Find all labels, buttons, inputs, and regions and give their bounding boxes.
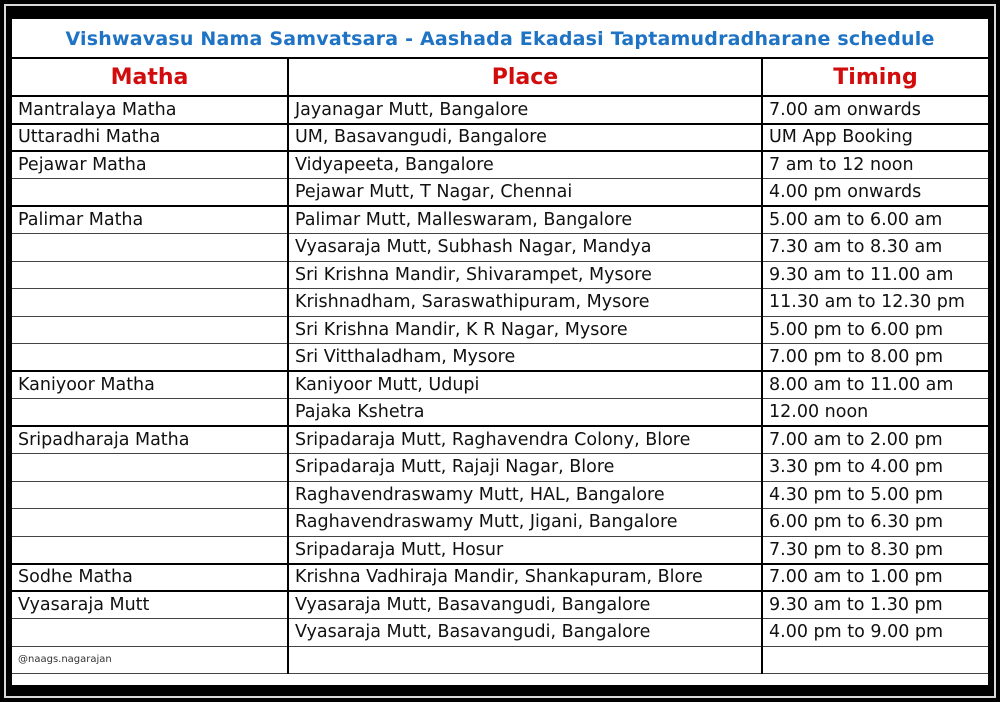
credit-text: @naags.nagarajan [12, 646, 288, 674]
table-row [12, 454, 988, 482]
matha-cell [12, 454, 288, 482]
matha-cell: Palimar Matha [12, 206, 288, 234]
place-cell: Vyasaraja Mutt, Basavangudi, Bangalore [288, 591, 762, 619]
matha-cell [12, 399, 288, 427]
table-row [12, 261, 988, 289]
timing-cell: 7.30 pm to 8.30 pm [762, 536, 988, 564]
table-row [12, 591, 988, 619]
timing-cell: 7.00 am onwards [762, 96, 988, 124]
schedule-table [12, 59, 988, 674]
credit-row [12, 646, 988, 674]
timing-cell: 7.00 am to 2.00 pm [762, 426, 988, 454]
place-cell: Vidyapeeta, Bangalore [288, 151, 762, 179]
matha-cell [12, 509, 288, 537]
matha-cell [12, 619, 288, 647]
place-cell: Sri Krishna Mandir, Shivarampet, Mysore [288, 261, 762, 289]
timing-cell: 4.00 pm onwards [762, 179, 988, 207]
header-matha: Matha [12, 59, 288, 96]
timing-cell: 7.00 pm to 8.00 pm [762, 344, 988, 372]
place-cell: UM, Basavangudi, Bangalore [288, 124, 762, 152]
table-row [12, 316, 988, 344]
matha-cell: Vyasaraja Mutt [12, 591, 288, 619]
place-cell: Raghavendraswamy Mutt, HAL, Bangalore [288, 481, 762, 509]
table-row [12, 509, 988, 537]
timing-cell: 7.30 am to 8.30 am [762, 234, 988, 262]
table-row [12, 289, 988, 317]
empty-cell [762, 646, 988, 674]
timing-cell: 5.00 pm to 6.00 pm [762, 316, 988, 344]
timing-cell: UM App Booking [762, 124, 988, 152]
table-row [12, 536, 988, 564]
place-cell: Pejawar Mutt, T Nagar, Chennai [288, 179, 762, 207]
matha-cell: Sodhe Matha [12, 564, 288, 592]
place-cell: Raghavendraswamy Mutt, Jigani, Bangalore [288, 509, 762, 537]
table-row [12, 371, 988, 399]
place-cell: Palimar Mutt, Malleswaram, Bangalore [288, 206, 762, 234]
place-cell: Pajaka Kshetra [288, 399, 762, 427]
timing-cell: 12.00 noon [762, 399, 988, 427]
matha-cell [12, 481, 288, 509]
schedule-sheet [10, 17, 990, 687]
place-cell: Sripadaraja Mutt, Rajaji Nagar, Blore [288, 454, 762, 482]
timing-cell: 9.30 am to 11.00 am [762, 261, 988, 289]
matha-cell: Sripadharaja Matha [12, 426, 288, 454]
matha-cell: Kaniyoor Matha [12, 371, 288, 399]
table-row [12, 564, 988, 592]
table-row [12, 234, 988, 262]
matha-cell [12, 234, 288, 262]
table-row [12, 344, 988, 372]
timing-cell: 4.00 pm to 9.00 pm [762, 619, 988, 647]
timing-cell: 7.00 am to 1.00 pm [762, 564, 988, 592]
table-row [12, 96, 988, 124]
matha-cell [12, 316, 288, 344]
place-cell: Krishna Vadhiraja Mandir, Shankapuram, Blore [288, 564, 762, 592]
header-row [12, 59, 988, 96]
schedule-title: Vishwavasu Nama Samvatsara - Aashada Ekadasi Taptamudradharane schedule [12, 19, 988, 59]
timing-cell: 6.00 pm to 6.30 pm [762, 509, 988, 537]
place-cell: Kaniyoor Mutt, Udupi [288, 371, 762, 399]
timing-cell: 9.30 am to 1.30 pm [762, 591, 988, 619]
matha-cell [12, 179, 288, 207]
place-cell: Vyasaraja Mutt, Basavangudi, Bangalore [288, 619, 762, 647]
place-cell: Sri Vitthaladham, Mysore [288, 344, 762, 372]
matha-cell: Mantralaya Matha [12, 96, 288, 124]
place-cell: Sri Krishna Mandir, K R Nagar, Mysore [288, 316, 762, 344]
matha-cell [12, 289, 288, 317]
timing-cell: 8.00 am to 11.00 am [762, 371, 988, 399]
table-row [12, 619, 988, 647]
timing-cell: 4.30 pm to 5.00 pm [762, 481, 988, 509]
timing-cell: 11.30 am to 12.30 pm [762, 289, 988, 317]
matha-cell [12, 344, 288, 372]
place-cell: Jayanagar Mutt, Bangalore [288, 96, 762, 124]
table-row [12, 399, 988, 427]
schedule-rows [12, 96, 988, 646]
place-cell: Vyasaraja Mutt, Subhash Nagar, Mandya [288, 234, 762, 262]
matha-cell: Uttaradhi Matha [12, 124, 288, 152]
matha-cell: Pejawar Matha [12, 151, 288, 179]
header-place: Place [288, 59, 762, 96]
table-row [12, 481, 988, 509]
empty-cell [288, 646, 762, 674]
header-timing: Timing [762, 59, 988, 96]
table-row [12, 206, 988, 234]
timing-cell: 5.00 am to 6.00 am [762, 206, 988, 234]
place-cell: Sripadaraja Mutt, Hosur [288, 536, 762, 564]
table-row [12, 124, 988, 152]
table-row [12, 151, 988, 179]
table-row [12, 426, 988, 454]
matha-cell [12, 261, 288, 289]
place-cell: Sripadaraja Mutt, Raghavendra Colony, Blore [288, 426, 762, 454]
table-row [12, 179, 988, 207]
matha-cell [12, 536, 288, 564]
timing-cell: 7 am to 12 noon [762, 151, 988, 179]
place-cell: Krishnadham, Saraswathipuram, Mysore [288, 289, 762, 317]
timing-cell: 3.30 pm to 4.00 pm [762, 454, 988, 482]
